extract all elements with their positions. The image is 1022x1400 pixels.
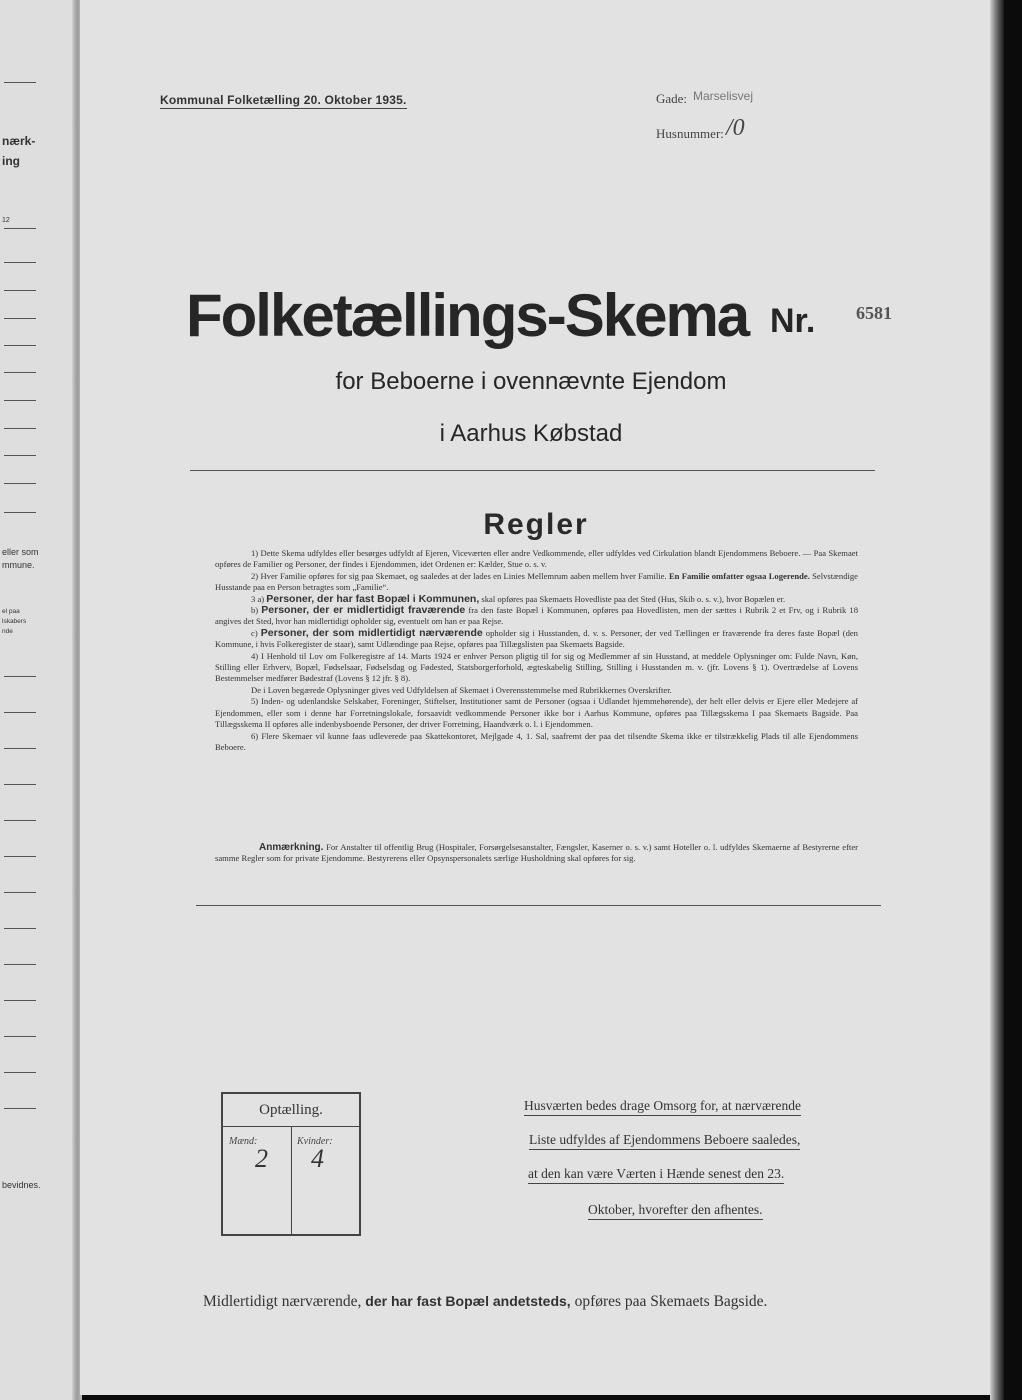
footer-part: Midlertidigt nærværende, — [203, 1293, 362, 1310]
note — [215, 842, 858, 865]
form-line — [4, 318, 36, 319]
rule-num: c) — [251, 627, 258, 638]
left-facing-page — [0, 0, 78, 1400]
rule-3b — [215, 605, 858, 628]
women-label: Kvinder: — [297, 1136, 333, 1147]
rule-3c-bold: Personer, der som midlertidigt nærværende — [260, 626, 483, 639]
rule-3a-text: skal opføres paa Skemaets Hovedliste paa det Sted (Hus, Skib o. s. v.), hvor Bopælen er. — [481, 593, 786, 604]
form-line — [4, 82, 36, 83]
form-number: 6581 — [856, 303, 892, 323]
count-title: Optælling. — [259, 1102, 323, 1118]
form-line — [4, 228, 36, 229]
instruction-line: at den kan være Værten i Hænde senest den 23. — [528, 1166, 784, 1184]
form-nr-label: Nr. — [770, 302, 816, 340]
form-line — [4, 748, 36, 749]
form-line — [4, 1108, 36, 1109]
form-line — [4, 483, 36, 484]
form-line — [4, 345, 36, 346]
form-line — [4, 928, 36, 929]
form-title: Folketællings-Skema — [186, 282, 749, 349]
note-text: For Anstalter til offentlig Brug (Hospitaler, Forsørgelsesanstalter, Fængsler, Kaserner o. s. v.) samt Hoteller o. l. udfyldes Skemaerne af Bestyrerne efter samme Regler som for private Ejendomme. Bestyrerens eller Opsynspersonalets særlige Husholdning skal opføres for sig. — [215, 842, 858, 864]
count-box-divider — [291, 1127, 292, 1236]
men-count: 2 — [255, 1144, 268, 1173]
house-number-label: Husnummer: — [656, 126, 724, 141]
instruction-line: Husværten bedes drage Omsorg for, at nærværende — [524, 1098, 801, 1116]
rule-num: b) — [251, 605, 259, 616]
men-label: Mænd: — [229, 1136, 258, 1147]
form-line — [4, 1072, 36, 1073]
divider — [190, 470, 875, 471]
form-line — [4, 262, 36, 263]
instruction-line: Liste udfyldes af Ejendommens Beboere saaledes, — [529, 1132, 800, 1150]
street-label: Gade: — [656, 91, 688, 106]
form-line — [4, 676, 36, 677]
street-value: Marselisvej — [693, 89, 754, 103]
left-fragment: lskabers — [2, 618, 27, 625]
rule-num: 3 a) — [251, 593, 265, 604]
footer-part: opføres paa Skemaets Bagside. — [574, 1293, 768, 1310]
form-line — [4, 455, 36, 456]
rule-2 — [215, 571, 858, 594]
note-label: Anmærkning. — [259, 842, 324, 853]
left-fragment: bevidnes. — [2, 1180, 41, 1190]
women-count: 4 — [311, 1144, 324, 1173]
form-line — [4, 892, 36, 893]
left-fragment: 12 — [2, 217, 10, 224]
rule-2-text-2: Selvstændige Husstande paa en Person betragtes som „Familie“. — [215, 570, 858, 593]
form-line — [4, 712, 36, 713]
form-subtitle: for Beboerne i ovennævnte Ejendom — [335, 368, 727, 395]
form-line — [4, 290, 36, 291]
footer-note — [203, 1293, 767, 1311]
form-line — [4, 964, 36, 965]
page-edge — [990, 0, 1004, 1400]
instruction-line: Oktober, hvorefter den afhentes. — [588, 1202, 763, 1220]
census-title: Kommunal Folketælling 20. Oktober 1935. — [160, 93, 407, 107]
form-line — [4, 784, 36, 785]
left-fragment: nærk- — [2, 134, 36, 148]
left-fragment: ing — [2, 154, 20, 168]
rule-6: 6) Flere Skemaer vil kunne faas udleverede paa Skattekontoret, Mejlgade 4, 1. Sal, saafremt der paa det tilsendte Skema ikke er tilstrækkelig Plads til alle Ejendommens Beboere. — [215, 730, 858, 752]
left-fragment: eller som — [2, 547, 39, 557]
left-fragment: mmune. — [2, 560, 35, 570]
divider — [196, 905, 881, 906]
left-fragment: nde — [2, 628, 13, 635]
form-line — [4, 856, 36, 857]
rules-text — [215, 548, 858, 753]
rule-4b: De i Loven begærede Oplysninger gives ved Udfyldelsen af Skemaet i Overensstemmelse med Rubrikkernes Overskrifter. — [251, 684, 672, 695]
rule-2-bold: En Familie omfatter ogsaa Logerende. — [668, 570, 810, 581]
rule-3c — [215, 628, 858, 651]
count-box — [221, 1092, 361, 1236]
house-number-value: /0 — [726, 115, 745, 141]
rule-3c-text: opholder sig i Husstanden, d. v. s. Personer, der ved Tællingen er fraværende fra deres faste Bopæl (den Kommune, i hvis Folkeregister de staar), samt Udlændinge paa Rejse, opføres paa Tillægslisten paa Skemaets Bagside. — [215, 627, 858, 650]
rule-5: 5) Inden- og udenlandske Selskaber, Foreninger, Stiftelser, Institutioner samt de Personer (ogsaa i Udlandet hjemmehørende), der helt eller delvis er Ejere eller Medejere af Ejendommen, eller som i denne har Forretningslokale, forsaavidt vedkommende Personer ikke bor i Aarhus Kommune, opføres paa Tillægsskema I paa Skemaets Bagside. Paa Tillægsskema II opføres alle indenbysboende Personer, der driver Forretning, Haandværk o. l. i Ejendommen. — [215, 696, 858, 730]
rules-heading: Regler — [483, 508, 589, 541]
rule-2-text: 2) Hver Familie opføres for sig paa Skemaet, og saaledes at der lades en Linies Mellemrum aaben mellem hver Familie. — [251, 570, 667, 581]
form-line — [4, 1036, 36, 1037]
form-line — [4, 1000, 36, 1001]
rule-3a-bold: Personer, der har fast Bopæl i Kommunen, — [266, 592, 480, 605]
form-subtitle-city: i Aarhus Købstad — [439, 420, 623, 447]
rule-1: 1) Dette Skema udfyldes eller besørges udfyldt af Ejeren, Viceværten eller andre Vedkommende, eller udfyldes ved Cirkulation blandt Ejendommens Beboere. — Paa Skemaet opføres de Familier og Personer, der findes i Ejendommen, idet Ordenen er: Kælder, Stue o. s. v. — [215, 548, 858, 570]
form-line — [4, 400, 36, 401]
rule-4: 4) I Henhold til Lov om Folkeregistre af 14. Marts 1924 er enhver Person pligtig til for sig og Medlemmer af sin Husstand, at meddele Oplysninger om: Fulde Navn, Køn, Stilling eller Erhverv, Bopæl, Fødselsaar, Fødselsdag og Fødested, Statsborgerforhold, ægteskabelig Stilling, Stilling i Husstanden m. v. (jfr. Lovens § 1). Overtrædelse af Lovens Bestemmelser medfører Bødestraf (Lovens § 12 jfr. § 8). — [215, 650, 858, 684]
rule-3b-bold: Personer, der er midlertidigt fraværende — [261, 604, 466, 617]
footer-bold: der har fast Bopæl andetsteds, — [365, 1293, 571, 1309]
rule-3b-text: fra den faste Bopæl i Kommunen, opføres paa Hovedlisten, men der sættes i Rubrik 2 et Frv, og i Rubrik 18 angives det Sted, hvor han midlertidigt opholder sig, eventuelt om han er paa Rejse. — [215, 605, 858, 627]
left-fragment: el paa — [2, 608, 20, 615]
form-line — [4, 820, 36, 821]
